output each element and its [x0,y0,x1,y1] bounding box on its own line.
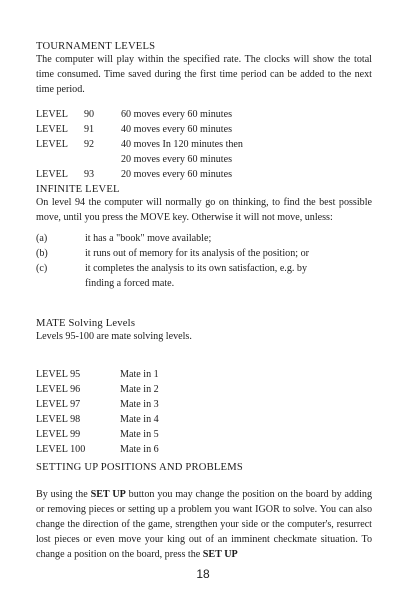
list-item [36,246,372,261]
mate-level-value: Mate in 2 [120,384,159,395]
mate-levels-table [36,367,372,457]
setting-up-heading: SETTING UP POSITIONS AND PROBLEMS [36,462,243,473]
level-number: 90 [84,109,95,120]
mate-level-row [36,382,372,397]
mate-solving-subtext: Levels 95-100 are mate solving levels. [36,331,192,342]
level-row [36,167,372,182]
level-number [84,152,121,167]
level-number: 93 [84,169,95,180]
tournament-levels-paragraph: The computer will play within the specified rate. The clocks will show the total time consumed. Time saved during the first time period can be added to the next time period. [36,54,372,95]
tournament-levels-heading: TOURNAMENT LEVELS [36,41,156,52]
mate-level-name: LEVEL 100 [36,444,86,455]
mate-level-row [36,367,372,382]
level-description: 20 moves every 60 minutes [121,169,233,180]
list-item [36,261,372,291]
mate-level-name: LEVEL 96 [36,384,81,395]
setting-up-text-1: By using the [36,489,91,500]
mate-level-row [36,412,372,427]
list-item-text: it runs out of memory for its analysis of the position; or [85,248,309,259]
list-item-text: it has a "book" move available; [85,233,212,244]
level-row [36,137,372,152]
tournament-levels-section [36,41,372,182]
mate-level-row [36,427,372,442]
mate-level-name: LEVEL 97 [36,399,81,410]
tournament-levels-table [36,107,372,182]
infinite-level-section [36,184,372,291]
mate-level-value: Mate in 4 [120,414,159,425]
mate-level-value: Mate in 6 [120,444,159,455]
list-item [36,231,372,246]
set-up-key-1: SET UP [90,489,126,500]
mate-level-name: LEVEL 95 [36,369,81,380]
page-number: 18 [196,567,210,581]
conditions-list [36,231,372,291]
mate-level-value: Mate in 1 [120,369,159,380]
level-label: LEVEL [36,169,68,180]
level-label: LEVEL [36,109,68,120]
setting-up-paragraph [36,487,372,562]
list-item-letter: (b) [36,248,48,259]
level-description: 40 moves In 120 minutes then [121,139,243,150]
setting-up-text-2: button you may change the position on the board by adding or removing pieces or setting up a problem you want IGOR to solve. You can also change the direction of the game, strengthen your side or the computer's, resurrect lost pieces or even move your king out of an imminent checkmate situation. To change a position on the board, press the [36,489,372,560]
setting-up-section [36,462,372,562]
mate-level-value: Mate in 3 [120,399,159,410]
level-row [36,152,372,167]
infinite-level-heading: INFINITE LEVEL [36,184,120,195]
list-item-letter: (a) [36,233,48,244]
level-number: 92 [84,139,95,150]
level-description: 40 moves every 60 minutes [121,124,233,135]
level-label [36,152,84,167]
level-description: 20 moves every 60 minutes [121,154,233,165]
infinite-level-paragraph: On level 94 the computer will normally go on thinking, to find the best possible move, until you press the MOVE key. Otherwise it will not move, unless: [36,197,372,223]
mate-level-row [36,442,372,457]
level-description: 60 moves every 60 minutes [121,109,233,120]
level-label: LEVEL [36,124,68,135]
set-up-key-2: SET UP [202,549,238,560]
mate-solving-heading: MATE Solving Levels [36,318,136,329]
level-label: LEVEL [36,139,68,150]
mate-solving-section [36,318,372,344]
mate-level-value: Mate in 5 [120,429,159,440]
level-row [36,122,372,137]
mate-level-row [36,397,372,412]
list-item-text: it completes the analysis to its own satisfaction, e.g. by finding a forced mate. [85,263,308,289]
mate-level-name: LEVEL 99 [36,429,81,440]
mate-level-name: LEVEL 98 [36,414,81,425]
list-item-letter: (c) [36,263,48,274]
level-number: 91 [84,124,95,135]
level-row [36,107,372,122]
